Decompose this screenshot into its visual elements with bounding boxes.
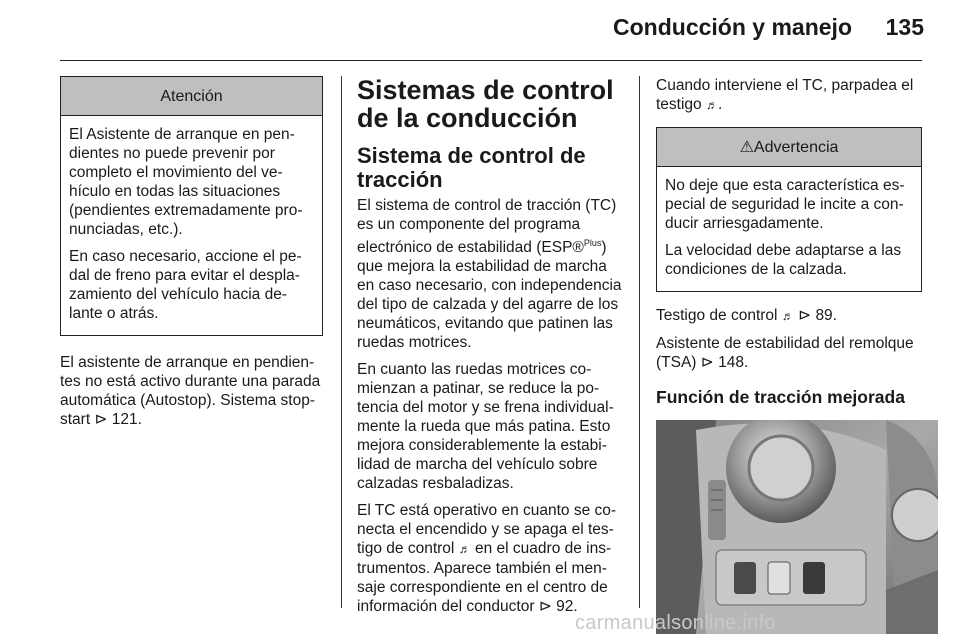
header-rule [60, 60, 922, 61]
attention-box [60, 76, 323, 336]
subsection-heading: Función de tracción mejorada [656, 387, 905, 407]
warning-box [656, 127, 922, 292]
body-text: ) que mejora la estabilidad de marcha en caso necesario, con independencia del tipo de calzada y del agarre de los neumáticos, evitando que patinen las ruedas motrices. [357, 239, 622, 352]
punctuation: . [717, 96, 723, 113]
column-1 [60, 76, 323, 437]
column-divider-2 [639, 76, 640, 608]
ref-arrow-icon: ⊳ [700, 354, 714, 371]
body-text: Asistente de estabilidad del remolque (TSA) [656, 335, 914, 371]
column-2 [357, 76, 622, 624]
page-number: 135 [885, 14, 924, 40]
traction-control-lamp-icon: ♬ [458, 542, 471, 557]
column-3 [656, 76, 922, 634]
dashboard-switch-photo [656, 420, 938, 634]
warning-title: Advertencia [753, 139, 839, 156]
body-text: Testigo de control [656, 307, 778, 324]
body-paragraph-3 [656, 334, 922, 372]
body-text: El TC está operativo en cuanto se conecta el encendido y se apaga el testigo de control [357, 502, 617, 558]
body-text: El asistente de arranque en pendientes no está activo durante una parada automática (Autostop). Sistema stop-start [60, 354, 321, 428]
traction-control-lamp-icon: ♬ [781, 309, 794, 323]
page-reference-link[interactable]: 121. [111, 411, 142, 428]
body-text: El sistema de control de tracción (TC) es un componente del programa electrónico de estabilidad (ESP® [357, 197, 617, 257]
attention-paragraph-1: El Asistente de arranque en pendientes no puede prevenir por completo el movimiento del vehículo en todas las situaciones (pendientes extremadamente pronunciadas, etc.). [69, 126, 303, 238]
ref-arrow-icon: ⊳ [798, 307, 812, 324]
traction-control-lamp-icon: ♬ [705, 98, 718, 112]
warning-paragraph-2: La velocidad debe adaptarse a las condiciones de la calzada. [665, 242, 902, 278]
body-text: Cuando interviene el TC, parpadea el testigo [656, 77, 914, 113]
column-divider-1 [341, 76, 342, 608]
body-paragraph-1 [357, 196, 622, 352]
body-paragraph [60, 353, 323, 429]
ref-arrow-icon: ⊳ [538, 598, 552, 616]
body-paragraph-1 [656, 76, 922, 115]
warning-triangle-icon: ⚠ [739, 139, 754, 156]
body-text: en el cuadro de instrumentos. Aparece también el mensaje correspondiente en el centro de información del conductor [357, 540, 612, 616]
page-reference-link[interactable]: 92. [556, 598, 578, 616]
attention-title: Atención [61, 77, 322, 116]
superscript: Plus [583, 238, 602, 248]
page-reference-link[interactable]: 148. [718, 354, 749, 371]
attention-paragraph-2: En caso necesario, accione el pedal de freno para evitar el desplazamiento del vehículo hacia delante o atrás. [69, 248, 302, 322]
watermark: carmanualsonline.info [575, 612, 776, 634]
body-paragraph-3 [357, 501, 622, 616]
subsection-heading: Sistema de control de tracción [357, 143, 586, 192]
dashboard-photo-illustration [656, 420, 938, 634]
page-reference-link[interactable]: 89. [815, 307, 837, 324]
section-heading: Sistemas de control de la conducción [357, 75, 614, 133]
ref-arrow-icon: ⊳ [94, 411, 108, 428]
body-paragraph-2 [656, 306, 922, 326]
warning-header [657, 128, 921, 167]
running-header-title: Conducción y manejo [613, 14, 852, 40]
body-paragraph-2: En cuanto las ruedas motrices comienzan a patinar, se reduce la potencia del motor y se frena individualmente la rueda que más patina. Esto mejora considerablemente la estabilidad de marcha del vehículo sobre calzadas resbaladizas. [357, 361, 614, 493]
warning-paragraph-1: No deje que esta característica especial de seguridad le incite a conducir arriesgadamente. [665, 177, 905, 232]
